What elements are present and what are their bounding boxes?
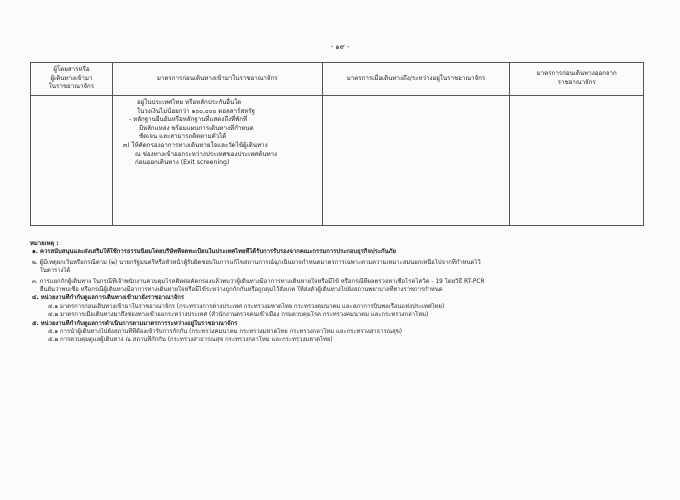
table-header-row (31, 63, 644, 96)
header-line: มาตรการก่อนเดินทางออกจาก (536, 70, 617, 78)
note-line: ๔.๒ มาตรการเมื่อเดินทางมาถึงช่องทางเข้าออกระหว่างประเทศ (สำนักงานตรวจคนเข้าเมือง กรมควบคุมโรค กระทรวงคมนาคม และกระทรวงกลาโหม) (48, 312, 429, 319)
header-before-departure (510, 63, 644, 96)
header-line: ผู้โดยสารหรือ (53, 66, 90, 74)
cell-line: - หลักฐานยืนยันหรือหลักฐานที่แสดงถึงที่พักที่ (128, 116, 248, 124)
header-line: ผู้เดินทางเข้ามา (50, 74, 93, 82)
cell-before-entry (112, 96, 322, 226)
header-before-entry: มาตรการก่อนเดินทางเข้ามาในราชอาณาจักร (112, 63, 322, 96)
note-line: ๔. หน่วยงานที่กำกับดูแลการเดินทางเข้ามายังราชอาณาจักร (32, 295, 185, 302)
note-line: ๔.๑ มาตรการก่อนเดินทางเข้ามาในราชอาณาจักร (กระทรวงการต่างประเทศ กระทรวงมหาดไทย กระทรวงคมนาคม และสภาการบินพลเรือนแห่งประเทศไทย) (48, 303, 445, 310)
header-line: ในราชอาณาจักร (48, 83, 95, 91)
cell-line: อยู่ในประเทศไทย หรือหลักประกันอื่นใด (136, 99, 242, 106)
cell-line: ก่อนออกเดินทาง (Exit screening) (134, 159, 230, 167)
cell-line: ณ ช่องทางเข้าออกระหว่างประเทศของประเทศต้นทาง (134, 150, 278, 158)
note-line: ๓. การแยกกักผู้เดินทาง ในกรณีที่เจ้าพนักงานควบคุมโรคติดต่อคัดกรองแล้วพบว่าผู้เดินทางมีอาการทางเดินหายใจหรือมีไข้ หรือกรณีที่ผลตรวจหาเชื้อโรคโควิด - 19 โดยวิธี RT-PCR (32, 278, 485, 285)
cell-on-arrival (322, 96, 510, 226)
note-line: ๒. ผู้มีเหตุยกเว้นหรือกรณีตาม (๒) นายกรัฐมนตรีหรือหัวหน้าผู้รับผิดชอบในการแก้ไขสถานการณ์ฉุกเฉินอาจกำหนดมาตรการเฉพาะตามความเหมาะสมนอกเหนือไปจากที่กำหนดไว้ (32, 259, 481, 266)
note-line: ๕.๒ การควบคุมดูแลผู้เดินทาง ณ สถานที่กักกัน (กระทรวงสาธารณสุข กระทรวงกลาโหม และกระทรวงมหาดไทย) (48, 337, 333, 344)
header-line: ราชอาณาจักร (557, 79, 596, 86)
page-number: - ๑๙ - (330, 43, 350, 51)
cell-before-departure (510, 96, 644, 226)
table-row (31, 96, 644, 226)
note-line: ๑. ควรสนับสนุนและส่งเสริมให้ใช้การธรรมนิยมโดยบริษัทที่จดทะเบียนในประเทศไทยที่ได้รับการรับรองจากคณะกรรมการประกอบธุรกิจประกันภัย (32, 249, 396, 256)
measures-table (30, 62, 644, 226)
cell-line: ในวงเงินไม่น้อยกว่า ๑๐๐,๐๐๐ ดอลลาร์สหรัฐ (136, 107, 255, 115)
cell-line: ๓) ให้คัดกรองอาการทางเดินหายใจและวัดไข้ผู้เดินทาง (122, 141, 268, 149)
note-line: ในตารางได้ (40, 268, 71, 275)
notes-section (30, 240, 660, 345)
note-line: ๕. หน่วยงานที่กำกับดูแลการดำเนินการตามมาตรการระหว่างอยู่ในราชอาณาจักร (32, 320, 238, 327)
note-line: ยืนยันว่าพบเชื้อ หรือกรณีผู้เดินทางมีอาการทางเดินหายใจหรือมีไข้ระหว่างถูกกักกันหรือถูกคุมไว้สังเกต ให้ส่งตัวผู้เดินทางไปยังสถานพยาบาลที่ทางราชการกำหนด (40, 287, 443, 294)
cell-line: ชัดเจน และสามารถติดตามตัวได้ (138, 133, 227, 141)
header-on-arrival: มาตรการเมื่อเดินทางถึง/ระหว่างอยู่ในราชอาณาจักร (322, 63, 510, 96)
notes-heading: หมายเหตุ : (30, 241, 59, 247)
cell-traveler (31, 96, 113, 226)
note-line: ๕.๑ การนำผู้เดินทางไปยังสถานที่ที่ต้องเข้ารับการกักกัน (กระทรวงคมนาคม กระทรวงมหาดไทย กระทรวงกลาโหม และกระทรวงสาธารณสุข) (48, 329, 403, 336)
header-traveler (31, 63, 113, 96)
cell-line: มีหลักแหล่ง พร้อมแผนการเดินทางที่กำหนด (138, 124, 254, 132)
